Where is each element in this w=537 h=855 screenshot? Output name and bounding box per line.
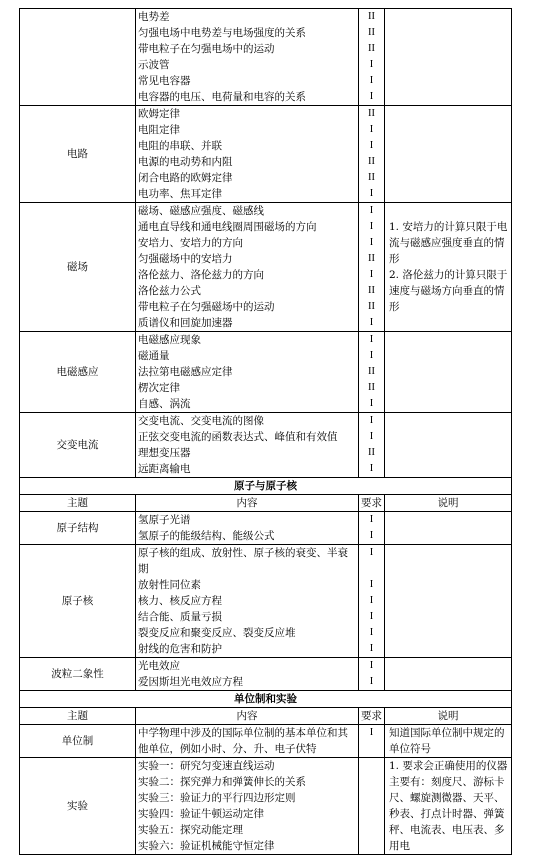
content-item: 带电粒子在匀强电场中的运动	[138, 43, 275, 55]
note-cell	[385, 545, 512, 658]
requirement-level: I	[369, 530, 374, 541]
content-item: 洛伦兹力公式	[138, 285, 201, 297]
content-cell	[136, 9, 359, 106]
topic-row	[20, 9, 512, 106]
topic-cell: 波粒二象性	[20, 658, 136, 691]
syllabus-body	[20, 9, 512, 855]
note-cell	[385, 332, 512, 413]
requirement-cell	[359, 512, 385, 545]
content-item: 实验一：研究匀变速直线运动	[138, 760, 275, 772]
note-text: 1. 要求会正确使用的仪器主要有：刻度尺、游标卡尺、螺旋测微器、天平、秒表、打点计时器、弹簧秤、电流表、电压表、多用电	[389, 760, 508, 852]
note-cell	[385, 758, 512, 855]
content-item: 闭合电路的欧姆定律	[138, 172, 233, 184]
content-cell	[136, 545, 359, 658]
requirement-level	[359, 806, 384, 822]
requirement-cell	[359, 9, 385, 106]
topic-row	[20, 203, 512, 332]
content-item: 电容器的电压、电荷量和电容的关系	[138, 91, 306, 103]
requirement-level: I	[369, 91, 374, 102]
requirement-level: I	[369, 595, 374, 606]
requirement-level: I	[369, 188, 374, 199]
content-item: 氢原子的能级结构、能级公式	[138, 530, 275, 542]
content-item: 结合能、质量亏损	[138, 611, 222, 623]
topic-cell: 实验	[20, 758, 136, 855]
content-cell	[136, 658, 359, 691]
content-item: 电势差	[138, 11, 170, 23]
topic-cell: 交变电流	[20, 413, 136, 478]
requirement-level: I	[369, 415, 374, 426]
requirement-cell	[359, 725, 385, 758]
content-item: 远距离输电	[138, 463, 191, 475]
content-item: 通电直导线和通电线圈周围磁场的方向	[138, 221, 317, 233]
content-item: 交变电流、交变电流的图像	[138, 415, 264, 427]
content-item: 磁通量	[138, 350, 170, 362]
content-item: 磁场、磁感应强度、磁感线	[138, 205, 264, 217]
content-item: 理想变压器	[138, 447, 191, 459]
section-title-row	[20, 691, 512, 708]
requirement-level: I	[369, 514, 374, 525]
column-header-note: 说明	[385, 495, 512, 512]
requirement-level: I	[369, 660, 374, 671]
content-item: 爱因斯坦光电效应方程	[138, 676, 243, 688]
section-title-row	[20, 478, 512, 495]
topic-row	[20, 545, 512, 658]
requirement-level: II	[368, 285, 375, 296]
content-item: 示波管	[138, 59, 170, 71]
section-title: 原子与原子核	[20, 478, 512, 495]
requirement-level: I	[369, 463, 374, 474]
content-item: 电磁感应现象	[138, 334, 201, 346]
content-item: 电阻的串联、并联	[138, 140, 222, 152]
content-item: 实验三：验证力的平行四边形定则	[138, 792, 296, 804]
column-header-note: 说明	[385, 708, 512, 725]
content-cell	[136, 106, 359, 203]
requirement-level	[359, 758, 384, 774]
content-cell	[136, 512, 359, 545]
content-item: 电功率、焦耳定律	[138, 188, 222, 200]
requirement-level: I	[369, 431, 374, 442]
requirement-level: II	[368, 108, 375, 119]
content-item: 楞次定律	[138, 382, 180, 394]
requirement-cell	[359, 106, 385, 203]
requirement-level: II	[368, 43, 375, 54]
note-cell	[385, 658, 512, 691]
requirement-level: I	[369, 59, 374, 70]
requirement-cell	[359, 758, 385, 855]
requirement-level: I	[369, 676, 374, 687]
content-item: 电源的电动势和内阻	[138, 156, 233, 168]
column-header-content: 内容	[136, 708, 359, 725]
requirement-level: I	[369, 627, 374, 638]
topic-row	[20, 658, 512, 691]
requirement-level: I	[369, 205, 374, 216]
topic-row	[20, 758, 512, 855]
topic-row	[20, 106, 512, 203]
requirement-level: I	[369, 398, 374, 409]
topic-cell: 原子结构	[20, 512, 136, 545]
content-cell	[136, 758, 359, 855]
content-cell	[136, 203, 359, 332]
requirement-level: I	[369, 124, 374, 135]
content-item: 匀强磁场中的安培力	[138, 253, 233, 265]
requirement-level: I	[369, 75, 374, 86]
content-cell	[136, 725, 359, 758]
requirement-level	[359, 838, 384, 854]
content-item: 安培力、安培力的方向	[138, 237, 243, 249]
requirement-level: I	[369, 269, 374, 280]
note-text: 知道国际单位制中规定的单位符号	[389, 727, 505, 755]
note-cell	[385, 203, 512, 332]
requirement-level: I	[369, 221, 374, 232]
requirement-cell	[359, 413, 385, 478]
content-cell	[136, 413, 359, 478]
topic-cell: 电路	[20, 106, 136, 203]
content-item: 光电效应	[138, 660, 180, 672]
note-cell	[385, 9, 512, 106]
content-item: 实验五：探究动能定理	[138, 824, 243, 836]
note-cell	[385, 106, 512, 203]
column-header-topic: 主题	[20, 708, 136, 725]
content-item: 法拉第电磁感应定律	[138, 366, 233, 378]
note-text: 1. 安培力的计算只限于电流与磁感应强度垂直的情形 2. 洛伦兹力的计算只限于速度与磁场方向垂直的情形	[389, 221, 508, 313]
requirement-level: I	[369, 317, 374, 328]
topic-cell: 磁场	[20, 203, 136, 332]
requirement-cell	[359, 545, 385, 658]
requirement-level: II	[368, 172, 375, 183]
requirement-cell	[359, 203, 385, 332]
content-item: 放射性同位素	[138, 579, 201, 591]
content-item: 正弦交变电流的函数表达式、峰值和有效值	[138, 431, 338, 443]
column-header-row	[20, 495, 512, 512]
column-header-req: 要求	[359, 495, 385, 512]
content-item: 中学物理中涉及的国际单位制的基本单位和其他单位，例如小时、分、升、电子伏特	[138, 727, 348, 755]
note-cell	[385, 413, 512, 478]
topic-row	[20, 512, 512, 545]
content-item: 常见电容器	[138, 75, 191, 87]
requirement-level: I	[369, 140, 374, 151]
content-item: 实验四：验证牛顿运动定律	[138, 808, 264, 820]
requirement-level: II	[368, 301, 375, 312]
requirement-level	[359, 822, 384, 838]
content-item: 质谱仪和回旋加速器	[138, 317, 233, 329]
requirement-level: II	[368, 382, 375, 393]
requirement-level: II	[368, 366, 375, 377]
topic-cell: 原子核	[20, 545, 136, 658]
requirement-level: I	[369, 237, 374, 248]
column-header-content: 内容	[136, 495, 359, 512]
topic-cell	[20, 9, 136, 106]
topic-cell: 电磁感应	[20, 332, 136, 413]
content-item: 裂变反应和聚变反应、裂变反应堆	[138, 627, 296, 639]
note-cell	[385, 512, 512, 545]
content-item: 射线的危害和防护	[138, 643, 222, 655]
column-header-row	[20, 708, 512, 725]
content-item: 原子核的组成、放射性、原子核的衰变、半衰期	[138, 547, 348, 575]
syllabus-table	[19, 8, 512, 855]
requirement-level: II	[368, 11, 375, 22]
content-item: 核力、核反应方程	[138, 595, 222, 607]
content-item: 欧姆定律	[138, 108, 180, 120]
requirement-level: II	[368, 27, 375, 38]
requirement-level: II	[368, 156, 375, 167]
requirement-level: I	[369, 611, 374, 622]
content-cell	[136, 332, 359, 413]
content-item: 带电粒子在匀强磁场中的运动	[138, 301, 275, 313]
requirement-level: I	[369, 579, 374, 590]
requirement-cell	[359, 332, 385, 413]
requirement-level: I	[369, 334, 374, 345]
content-item: 匀强电场中电势差与电场强度的关系	[138, 27, 306, 39]
content-item: 实验二：探究弹力和弹簧伸长的关系	[138, 776, 306, 788]
requirement-level: I	[369, 547, 374, 558]
requirement-cell	[359, 658, 385, 691]
topic-cell: 单位制	[20, 725, 136, 758]
content-item: 洛伦兹力、洛伦兹力的方向	[138, 269, 264, 281]
content-item: 电阻定律	[138, 124, 180, 136]
requirement-level: I	[369, 643, 374, 654]
topic-row	[20, 332, 512, 413]
section-title: 单位制和实验	[20, 691, 512, 708]
requirement-level: II	[368, 253, 375, 264]
column-header-topic: 主题	[20, 495, 136, 512]
requirement-level: I	[369, 727, 374, 738]
requirement-level: I	[369, 350, 374, 361]
content-item: 实验六：验证机械能守恒定律	[138, 840, 275, 852]
topic-row	[20, 725, 512, 758]
note-cell	[385, 725, 512, 758]
content-item: 自感、涡流	[138, 398, 191, 410]
requirement-level	[359, 790, 384, 806]
content-item: 氢原子光谱	[138, 514, 191, 526]
requirement-level: II	[368, 447, 375, 458]
requirement-level	[359, 774, 384, 790]
column-header-req: 要求	[359, 708, 385, 725]
topic-row	[20, 413, 512, 478]
